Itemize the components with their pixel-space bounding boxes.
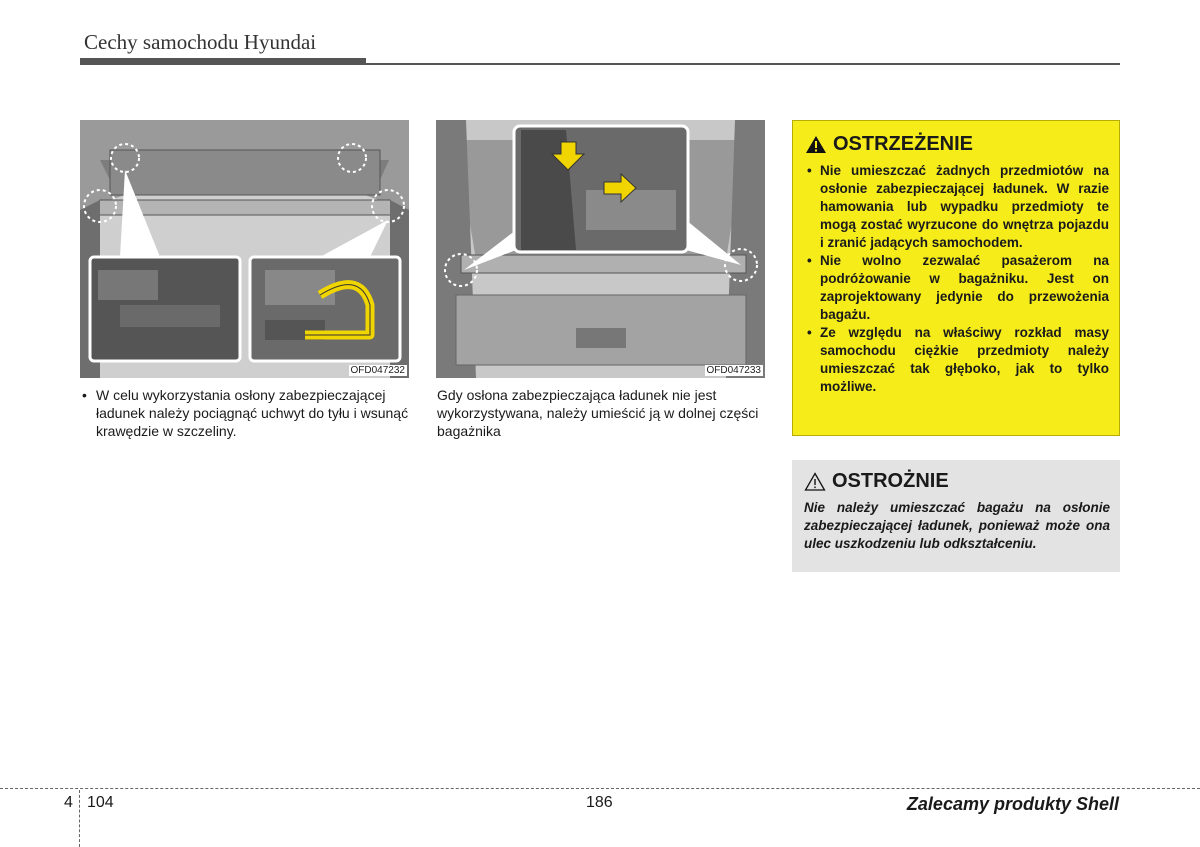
figure-1-caption	[80, 386, 410, 440]
footer-dashed-rule	[0, 788, 1200, 789]
header-rule-thin	[366, 63, 1120, 65]
caption-bullet: •	[82, 387, 87, 403]
figure-2-caption: Gdy osłona zabezpieczająca ładunek nie jest wykorzystywana, należy umieścić ją w dolnej części bagażnika	[437, 387, 759, 439]
warning-title-text: OSTRZEŻENIE	[833, 133, 974, 155]
warning-title	[805, 133, 1109, 156]
footer-page-number: 104	[87, 794, 114, 811]
page-header-title: Cechy samochodu Hyundai	[84, 30, 317, 54]
figure-code: OFD047232	[350, 365, 405, 376]
caution-box	[792, 460, 1120, 572]
warning-triangle-icon	[805, 135, 827, 154]
figure-cargo-cover-install	[80, 120, 409, 378]
cargo-cover-install-illustration	[80, 120, 409, 378]
warning-item: • Ze względu na właściwy rozkład masy samochodu ciężkie przedmioty należy umieszczać tak głęboko, jak to tylko możliwe.	[805, 324, 1109, 396]
caution-triangle-icon	[804, 472, 826, 491]
figure-cargo-cover-stowed	[436, 120, 765, 378]
cargo-cover-stowed-illustration	[436, 120, 765, 378]
caution-text: Nie należy umieszczać bagażu na osłonie zabezpieczającej ładunek, ponieważ może ona ulec uszkodzeniu lub odkształceniu.	[804, 500, 1110, 551]
footer-center-number: 186	[586, 794, 613, 811]
caution-title	[804, 470, 1110, 493]
warning-item: • Nie wolno zezwalać pasażerom na podróżowanie w bagażniku. Jest on zaprojektowany jedynie do przewożenia bagażu.	[805, 252, 1109, 324]
warning-item: • Nie umieszczać żadnych przedmiotów na osłonie zabezpieczającej ładunek. W razie hamowania lub wypadku przedmioty te mogą zostać wyrzucone do wnętrza pojazdu i zranić jadących samochodem.	[805, 162, 1109, 252]
footer-chapter-number: 4	[64, 794, 73, 811]
warning-list	[805, 162, 1109, 396]
footer-vertical-rule	[79, 790, 80, 847]
header-rule-thick	[80, 58, 366, 65]
figure-code: OFD047233	[706, 365, 761, 376]
warning-box	[792, 120, 1120, 436]
caption-text: W celu wykorzystania osłony zabezpieczającej ładunek należy pociągnąć uchwyt do tyłu i wsunąć krawędzie w szczeliny.	[96, 387, 409, 439]
caution-title-text: OSTROŻNIE	[832, 470, 949, 492]
footer-slogan: Zalecamy produkty Shell	[906, 794, 1119, 814]
